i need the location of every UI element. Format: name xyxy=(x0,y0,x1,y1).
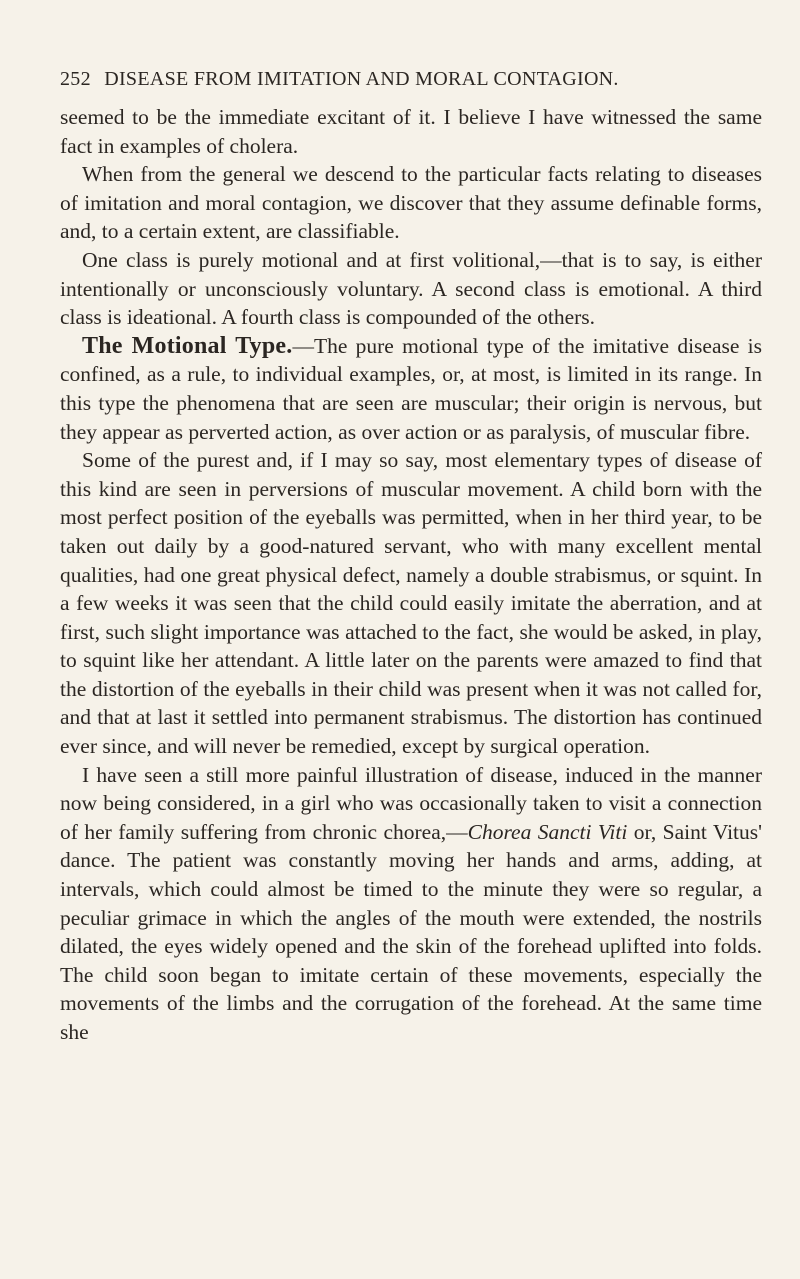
paragraph-4 xyxy=(60,332,762,446)
paragraph-4-text: —The pure motional type of the imitative disease is confined, as a rule, to individual examples, or, at most, is limited in its range. In this type the phenomena that are seen are muscular; their origin is nervous, but they appear as perverted action, as over action or as paralysis, of muscular fibre. xyxy=(60,333,763,444)
running-header xyxy=(60,68,762,91)
latin-term: Chorea Sancti Viti xyxy=(467,819,628,844)
paragraph-6 xyxy=(60,761,762,1047)
paragraph-5: Some of the purest and, if I may so say, most elementary types of disease of this kind are seen in perversions of muscular movement. A child born with the most perfect position of the eyeballs was permitted, when in her third year, to be taken out daily by a good-natured servant, who with many excellent mental qualities, had one great physical defect, namely a double strabismus, or squint. In a few weeks it was seen that the child could easily imitate the aberration, and at first, such slight importance was attached to the fact, she would be asked, in play, to squint like her attendant. A little later on the parents were amazed to find that the distortion of the eyeballs in their child was present when it was not called for, and that at last it settled into permanent strabismus. The distortion has continued ever since, and will never be remedied, except by surgical operation. xyxy=(60,448,762,759)
paragraph-3: One class is purely motional and at first volitional,—that is to say, is either intentionally or unconsciously voluntary. A second class is emotional. A third class is ideational. A fourth class is compounded of the others. xyxy=(60,247,762,330)
running-title: DISEASE FROM IMITATION AND MORAL CONTAGION. xyxy=(104,68,619,90)
paragraph-1: seemed to be the immediate excitant of it. I believe I have witnessed the same fact in examples of cholera. xyxy=(60,105,762,158)
paragraph-2: When from the general we descend to the particular facts relating to diseases of imitation and moral contagion, we discover that they assume definable forms, and, to a certain extent, are classifiable. xyxy=(60,162,762,244)
paragraph-6-text-a: I have seen a still more painful illustration of disease, induced in the manner now being considered, in a girl who was occasionally taken to visit a connection of her family suffering from chronic chorea,— xyxy=(60,762,762,844)
page-number: 252 xyxy=(60,68,91,90)
paragraph-6-text-b: or, Saint Vitus' dance. The patient was constantly moving her hands and arms, adding, at intervals, which could almost be timed to the minute they were so regular, a peculiar grimace in which the angles of the mouth were extended, the nostrils dilated, the eyes widely opened and the skin of the forehead uplifted into folds. The child soon began to imitate certain of these movements, especially the movements of the limbs and the corrugation of the forehead. At the same time she xyxy=(60,819,763,1044)
body-text xyxy=(60,103,762,1047)
section-heading: The Motional Type. xyxy=(82,332,293,359)
